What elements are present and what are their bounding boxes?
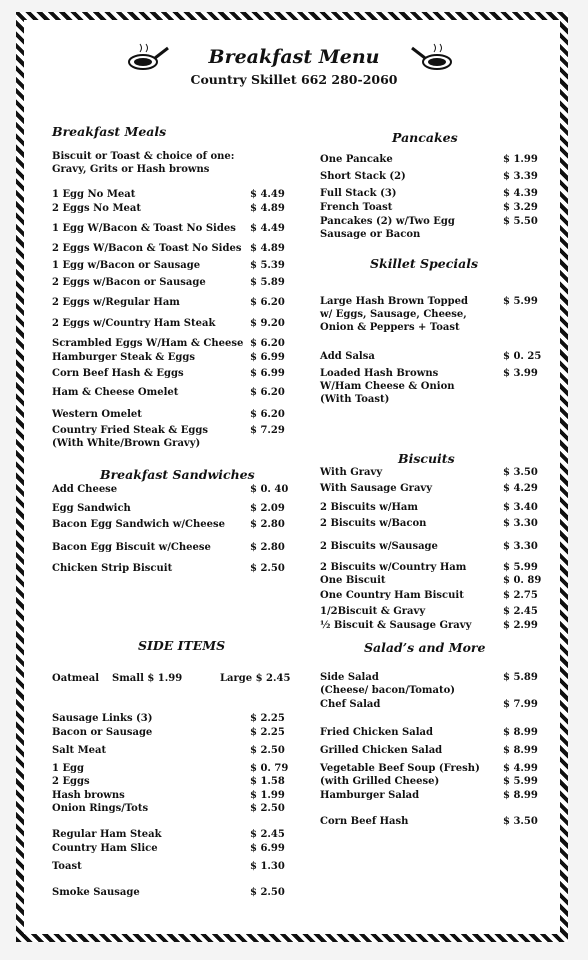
menu-item-name: Corn Beef Hash	[320, 816, 409, 827]
menu-item-price: $ 4.49	[250, 189, 285, 200]
oatmeal-large-price: Large $ 2.45	[220, 673, 291, 684]
menu-item-name: Chicken Strip Biscuit	[52, 563, 173, 574]
menu-item-name: Corn Beef Hash & Eggs	[52, 368, 184, 379]
menu-item-price: $ 7.99	[503, 699, 538, 710]
menu-item-name: 2 Biscuits w/Country Ham	[320, 562, 467, 573]
menu-item-price: $ 5.89	[250, 277, 285, 288]
menu-item-name: 2 Biscuits w/Sausage	[320, 541, 438, 552]
menu-item-name: Bacon Egg Sandwich w/Cheese	[52, 519, 225, 530]
menu-item-price: $ 3.30	[503, 541, 538, 552]
menu-item-price: $ 3.50	[503, 816, 538, 827]
menu-item-price: $ 2.99	[503, 620, 538, 631]
menu-item-price: $ 0. 79	[250, 763, 289, 774]
menu-item-name: Regular Ham Steak	[52, 829, 162, 840]
menu-item-price: $ 0. 25	[503, 351, 542, 362]
menu-item-name: Country Ham Slice	[52, 843, 158, 854]
section-heading-skillet-specials: Skillet Specials	[370, 256, 478, 271]
menu-item-name: Smoke Sausage	[52, 887, 140, 898]
menu-item-name: Full Stack (3)	[320, 188, 397, 199]
menu-item-name: Toast	[52, 861, 82, 872]
menu-item-name: Vegetable Beef Soup (Fresh)	[320, 763, 480, 774]
menu-item-name: 1 Egg No Meat	[52, 189, 136, 200]
menu-item-price: $ 0. 40	[250, 484, 289, 495]
menu-item-name: Add Salsa	[320, 351, 375, 362]
menu-item-price: $ 4.29	[503, 483, 538, 494]
menu-item-price: $ 5.39	[250, 260, 285, 271]
menu-item-price: $ 8.99	[503, 790, 538, 801]
menu-item-price: $ 8.99	[503, 745, 538, 756]
menu-item-name: Hamburger Salad	[320, 790, 420, 801]
menu-item-price: $ 2.09	[250, 503, 285, 514]
menu-item-price: $ 5.99	[503, 562, 538, 573]
menu-item-price: $ 2.45	[503, 606, 538, 617]
menu-item-price: $ 5.99	[503, 296, 538, 307]
section-heading-breakfast-sandwiches: Breakfast Sandwiches	[100, 467, 255, 482]
menu-item-price: $ 3.30	[503, 518, 538, 529]
menu-item-name: One Biscuit	[320, 575, 386, 586]
menu-item-price: $ 4.89	[250, 243, 285, 254]
menu-item-name: Pancakes (2) w/Two Egg Sausage or Bacon	[320, 216, 455, 240]
menu-item-name: Scrambled Eggs W/Ham & Cheese	[52, 338, 244, 349]
section-heading-salads-and-more: Salad’s and More	[364, 640, 486, 655]
menu-item-price: $ 6.20	[250, 338, 285, 349]
menu-item-name: Ham & Cheese Omelet	[52, 387, 179, 398]
menu-item-price: $ 5.99	[503, 776, 538, 787]
menu-item-price: $ 4.49	[250, 223, 285, 234]
menu-item-name: 1 Egg w/Bacon or Sausage	[52, 260, 201, 271]
section-heading-side-items: SIDE ITEMS	[138, 638, 226, 653]
section-heading-pancakes: Pancakes	[392, 130, 458, 145]
menu-item-name: Loaded Hash Browns W/Ham Cheese & Onion (With Toast)	[320, 368, 455, 405]
menu-item-price: $ 9.20	[250, 318, 285, 329]
menu-item-name: Country Fried Steak & Eggs (With White/Brown Gravy)	[52, 425, 209, 449]
menu-item-price: $ 1.58	[250, 776, 285, 787]
menu-item-name: Fried Chicken Salad	[320, 727, 433, 738]
menu-item-price: $ 6.99	[250, 368, 285, 379]
menu-item-price: $ 3.40	[503, 502, 538, 513]
menu-item-price: $ 1.99	[250, 790, 285, 801]
menu-item-price: $ 4.89	[250, 203, 285, 214]
menu-item-price: $ 6.20	[250, 409, 285, 420]
breakfast-meals-intro: Biscuit or Toast & choice of one: Gravy, Grits or Hash browns	[52, 151, 235, 175]
menu-item-price: $ 2.80	[250, 519, 285, 530]
menu-item-price: $ 1.30	[250, 861, 285, 872]
menu-item-price: $ 3.29	[503, 202, 538, 213]
menu-item-name: Salt Meat	[52, 745, 107, 756]
menu-item-price: $ 6.99	[250, 843, 285, 854]
menu-item-name: Sausage Links (3)	[52, 713, 153, 724]
menu-item-price: $ 2.45	[250, 829, 285, 840]
menu-item-price: $ 4.99	[503, 763, 538, 774]
menu-item-name: 2 Biscuits w/Bacon	[320, 518, 427, 529]
section-heading-breakfast-meals: Breakfast Meals	[52, 124, 167, 139]
menu-item-price: $ 6.20	[250, 297, 285, 308]
menu-item-name: Large Hash Brown Topped w/ Eggs, Sausage, Cheese, Onion & Peppers + Toast	[320, 296, 468, 333]
menu-item-name: Hash browns	[52, 790, 125, 801]
menu-item-name: 1/2Biscuit & Gravy	[320, 606, 426, 617]
menu-item-name: ½ Biscuit & Sausage Gravy	[320, 620, 472, 631]
menu-item-price: $ 2.50	[250, 563, 285, 574]
menu-item-price: $ 2.80	[250, 542, 285, 553]
menu-item-price: $ 2.25	[250, 713, 285, 724]
menu-item-price: $ 5.89	[503, 672, 538, 683]
menu-item-price: $ 4.39	[503, 188, 538, 199]
menu-item-name: 1 Egg	[52, 763, 85, 774]
menu-item-price: $ 3.50	[503, 467, 538, 478]
menu-item-price: $ 5.50	[503, 216, 538, 227]
menu-item-price: $ 6.99	[250, 352, 285, 363]
menu-item-name: Bacon Egg Biscuit w/Cheese	[52, 542, 211, 553]
menu-item-price: $ 2.50	[250, 803, 285, 814]
menu-item-name: Add Cheese	[52, 484, 118, 495]
menu-item-price: $ 1.99	[503, 154, 538, 165]
restaurant-phone: Country Skillet 662 280-2060	[190, 72, 398, 87]
section-heading-biscuits: Biscuits	[398, 451, 455, 466]
menu-item-price: $ 2.25	[250, 727, 285, 738]
menu-item-name: Bacon or Sausage	[52, 727, 153, 738]
menu-item-price: $ 3.39	[503, 171, 538, 182]
menu-item-price: $ 2.50	[250, 745, 285, 756]
menu-item-name: 2 Biscuits w/Ham	[320, 502, 418, 513]
menu-item-name: French Toast	[320, 202, 393, 213]
oatmeal-name: Oatmeal	[52, 673, 100, 684]
menu-item-name: Chef Salad	[320, 699, 381, 710]
menu-item-name: With Gravy	[320, 467, 383, 478]
menu-item-name: Grilled Chicken Salad	[320, 745, 443, 756]
menu-item-price: $ 2.75	[503, 590, 538, 601]
menu-item-name: 2 Eggs w/Bacon or Sausage	[52, 277, 206, 288]
menu-item-name: 2 Eggs w/Country Ham Steak	[52, 318, 216, 329]
oatmeal-small-price: Small $ 1.99	[112, 673, 183, 684]
menu-item-price: $ 6.20	[250, 387, 285, 398]
menu-item-name: 2 Eggs w/Regular Ham	[52, 297, 180, 308]
menu-item-name: Hamburger Steak & Eggs	[52, 352, 195, 363]
menu-item-name: Side Salad (Cheese/ bacon/Tomato)	[320, 672, 456, 696]
menu-item-name: Egg Sandwich	[52, 503, 131, 514]
menu-item-name: (with Grilled Cheese)	[320, 776, 440, 787]
menu-item-name: One Country Ham Biscuit	[320, 590, 464, 601]
menu-item-price: $ 7.29	[250, 425, 285, 436]
menu-title: Breakfast Menu	[208, 46, 380, 68]
menu-item-name: 2 Eggs No Meat	[52, 203, 141, 214]
menu-item-name: With Sausage Gravy	[320, 483, 433, 494]
menu-item-price: $ 0. 89	[503, 575, 542, 586]
menu-item-name: Western Omelet	[52, 409, 142, 420]
menu-item-name: Onion Rings/Tots	[52, 803, 149, 814]
menu-item-name: 1 Egg W/Bacon & Toast No Sides	[52, 223, 236, 234]
menu-item-name: Short Stack (2)	[320, 171, 406, 182]
menu-item-name: 2 Eggs W/Bacon & Toast No Sides	[52, 243, 242, 254]
menu-item-price: $ 3.99	[503, 368, 538, 379]
menu-item-name: 2 Eggs	[52, 776, 90, 787]
menu-item-price: $ 2.50	[250, 887, 285, 898]
menu-item-price: $ 8.99	[503, 727, 538, 738]
menu-item-name: One Pancake	[320, 154, 393, 165]
